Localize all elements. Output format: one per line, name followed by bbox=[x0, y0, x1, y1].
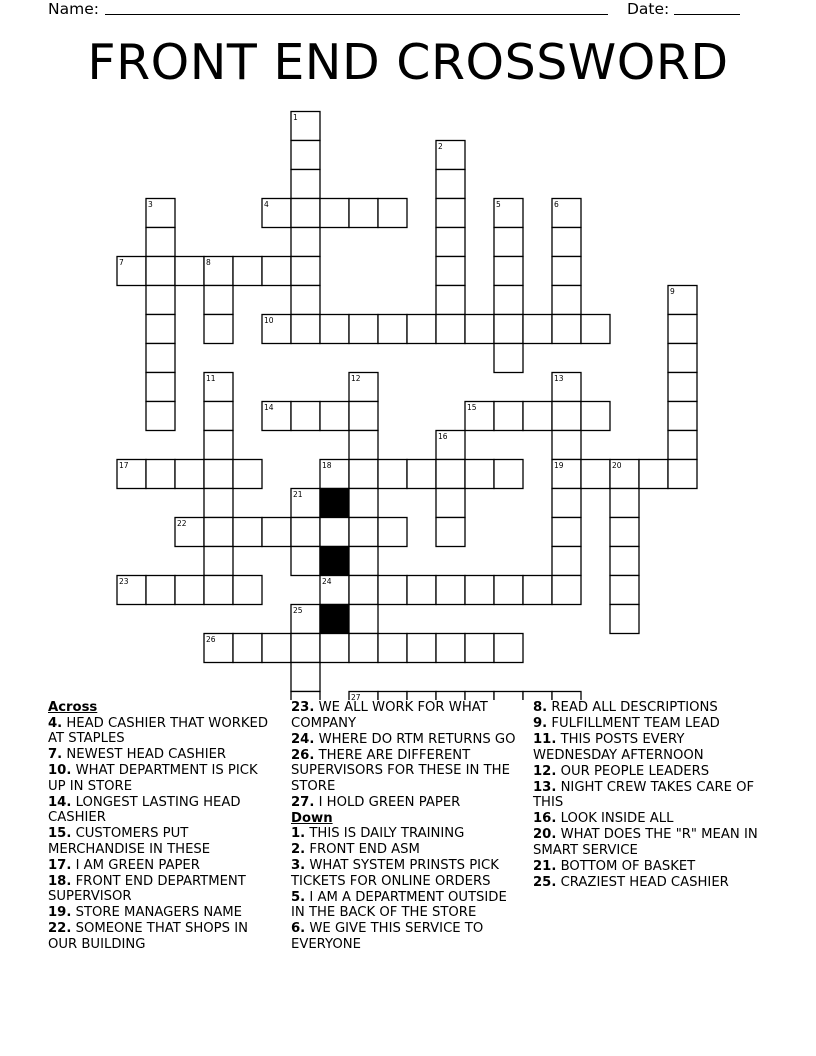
clue-item bbox=[533, 811, 763, 827]
date-label: Date: bbox=[627, 0, 670, 18]
clue-text: HEAD CASHIER THAT WORKED AT STAPLES bbox=[48, 715, 269, 747]
clue-item bbox=[48, 858, 276, 874]
clue-number-label: 22. bbox=[48, 921, 72, 937]
clue-number-label: 4. bbox=[48, 715, 63, 731]
black-square bbox=[320, 489, 349, 518]
grid-cell[interactable] bbox=[233, 576, 262, 605]
grid-cell[interactable] bbox=[204, 315, 233, 344]
clue-number: 23 bbox=[119, 577, 129, 586]
clue-text: LOOK INSIDE ALL bbox=[556, 811, 674, 827]
clue-number-label: 13. bbox=[533, 779, 557, 795]
grid-cell[interactable] bbox=[581, 402, 610, 431]
clue-number: 18 bbox=[322, 461, 332, 470]
grid-cell[interactable] bbox=[552, 286, 581, 315]
clue-number: 2 bbox=[438, 142, 443, 151]
clue-number: 20 bbox=[612, 461, 622, 470]
clue-text: NIGHT CREW TAKES CARE OF THIS bbox=[533, 779, 755, 811]
grid-cell[interactable] bbox=[610, 547, 639, 576]
clue-item bbox=[48, 716, 276, 747]
grid-cell[interactable] bbox=[436, 576, 465, 605]
grid-cell[interactable] bbox=[291, 170, 320, 199]
across-clue-list-continued bbox=[291, 700, 521, 810]
grid-cell[interactable] bbox=[262, 257, 291, 286]
grid-cell[interactable] bbox=[378, 692, 407, 701]
grid-cell[interactable] bbox=[494, 344, 523, 373]
grid-cell[interactable] bbox=[291, 692, 320, 701]
grid-cell[interactable] bbox=[494, 228, 523, 257]
clue-number-label: 14. bbox=[48, 794, 72, 810]
clue-number: 19 bbox=[554, 461, 564, 470]
clue-text: THIS IS DAILY TRAINING bbox=[305, 826, 465, 842]
grid-cell[interactable] bbox=[175, 576, 204, 605]
grid-cell[interactable] bbox=[436, 228, 465, 257]
grid-cell[interactable] bbox=[378, 460, 407, 489]
clue-text: WE GIVE THIS SERVICE TO EVERYONE bbox=[291, 921, 484, 953]
clue-number-label: 2. bbox=[291, 842, 306, 858]
grid-cell[interactable] bbox=[552, 431, 581, 460]
grid-cell[interactable] bbox=[668, 344, 697, 373]
grid-cell[interactable] bbox=[407, 576, 436, 605]
clue-item bbox=[291, 732, 521, 748]
clue-number-label: 16. bbox=[533, 811, 557, 827]
clue-item bbox=[291, 890, 521, 921]
grid-cell[interactable] bbox=[175, 257, 204, 286]
grid-cell[interactable] bbox=[407, 634, 436, 663]
grid-cell[interactable] bbox=[465, 634, 494, 663]
grid-cell[interactable] bbox=[146, 344, 175, 373]
clue-item bbox=[48, 826, 276, 857]
clue-number-label: 12. bbox=[533, 763, 557, 779]
clue-item bbox=[291, 826, 521, 842]
clue-number-label: 20. bbox=[533, 827, 557, 843]
clue-number: 13 bbox=[554, 374, 564, 383]
name-label: Name: bbox=[48, 0, 99, 18]
grid-cell[interactable] bbox=[291, 228, 320, 257]
grid-cell[interactable] bbox=[291, 315, 320, 344]
grid-cell[interactable] bbox=[523, 692, 552, 701]
clue-number-label: 15. bbox=[48, 826, 72, 842]
clue-number: 5 bbox=[496, 200, 501, 209]
clue-number-label: 18. bbox=[48, 873, 72, 889]
grid-cell[interactable] bbox=[581, 315, 610, 344]
grid-cell[interactable] bbox=[378, 199, 407, 228]
clue-item bbox=[533, 732, 763, 763]
clue-number-label: 17. bbox=[48, 857, 72, 873]
clue-number: 10 bbox=[264, 316, 274, 325]
clue-text: BOTTOM OF BASKET bbox=[556, 858, 696, 874]
grid-cell[interactable] bbox=[494, 634, 523, 663]
grid-cell[interactable] bbox=[494, 460, 523, 489]
grid-cell[interactable] bbox=[494, 257, 523, 286]
grid-cell[interactable] bbox=[552, 315, 581, 344]
grid-cell[interactable] bbox=[204, 402, 233, 431]
clue-number: 25 bbox=[293, 606, 303, 615]
clue-column-2 bbox=[291, 700, 521, 953]
grid-cell[interactable] bbox=[552, 547, 581, 576]
grid-cell[interactable] bbox=[204, 460, 233, 489]
grid-cell[interactable] bbox=[436, 199, 465, 228]
clue-text: LONGEST LASTING HEAD CASHIER bbox=[48, 794, 241, 826]
clue-number-label: 11. bbox=[533, 731, 557, 747]
clue-text: WHAT SYSTEM PRINSTS PICK TICKETS FOR ONLINE ORDERS bbox=[291, 858, 499, 889]
grid-cell[interactable] bbox=[204, 547, 233, 576]
grid-cell[interactable] bbox=[291, 518, 320, 547]
clue-number: 26 bbox=[206, 635, 216, 644]
clue-item bbox=[533, 859, 763, 875]
clue-number-label: 26. bbox=[291, 747, 315, 763]
grid-cell[interactable] bbox=[523, 315, 552, 344]
clue-number: 4 bbox=[264, 200, 269, 209]
clue-number-label: 10. bbox=[48, 763, 72, 779]
grid-cell[interactable] bbox=[407, 315, 436, 344]
clue-item bbox=[533, 875, 763, 891]
grid-cell[interactable] bbox=[233, 460, 262, 489]
clue-number: 3 bbox=[148, 200, 153, 209]
grid-cell[interactable] bbox=[320, 518, 349, 547]
grid-cell[interactable] bbox=[610, 518, 639, 547]
clue-number-label: 19. bbox=[48, 905, 72, 921]
grid-cell[interactable] bbox=[436, 634, 465, 663]
clue-number: 21 bbox=[293, 490, 303, 499]
grid-cell[interactable] bbox=[494, 576, 523, 605]
clue-text: FRONT END DEPARTMENT SUPERVISOR bbox=[48, 873, 246, 905]
grid-cell[interactable] bbox=[436, 170, 465, 199]
clue-text: NEWEST HEAD CASHIER bbox=[62, 747, 227, 763]
clue-text: READ ALL DESCRIPTIONS bbox=[547, 700, 718, 715]
grid-cell[interactable] bbox=[668, 431, 697, 460]
clue-text: WHAT DEPARTMENT IS PICK UP IN STORE bbox=[48, 763, 258, 794]
grid-cell[interactable] bbox=[233, 257, 262, 286]
down-clue-list bbox=[291, 826, 521, 952]
grid-cell[interactable] bbox=[552, 576, 581, 605]
grid-cell[interactable] bbox=[378, 315, 407, 344]
grid-cell[interactable] bbox=[639, 460, 668, 489]
clue-number-label: 27. bbox=[291, 794, 315, 810]
grid-cell[interactable] bbox=[407, 460, 436, 489]
clue-number-label: 23. bbox=[291, 700, 315, 715]
grid-cell[interactable] bbox=[291, 199, 320, 228]
clue-text: FULFILLMENT TEAM LEAD bbox=[547, 715, 720, 731]
black-square bbox=[320, 547, 349, 576]
clue-number-label: 5. bbox=[291, 889, 306, 905]
grid-cell[interactable] bbox=[291, 402, 320, 431]
clue-number: 24 bbox=[322, 577, 332, 586]
clue-text: THIS POSTS EVERY WEDNESDAY AFTERNOON bbox=[533, 731, 704, 763]
grid-cell[interactable] bbox=[436, 315, 465, 344]
across-heading: Across bbox=[48, 700, 98, 715]
grid-cell[interactable] bbox=[204, 576, 233, 605]
grid-cell[interactable] bbox=[523, 576, 552, 605]
clue-column-3 bbox=[533, 700, 763, 891]
grid-cell[interactable] bbox=[146, 576, 175, 605]
clue-text: WHERE DO RTM RETURNS GO bbox=[314, 731, 516, 747]
clue-text: OUR PEOPLE LEADERS bbox=[556, 763, 710, 779]
grid-cell[interactable] bbox=[262, 518, 291, 547]
grid-cell[interactable] bbox=[291, 663, 320, 692]
grid-cell[interactable] bbox=[175, 460, 204, 489]
grid-cell[interactable] bbox=[349, 199, 378, 228]
grid-cell[interactable] bbox=[349, 431, 378, 460]
grid-cell[interactable] bbox=[668, 402, 697, 431]
clue-text: I AM GREEN PAPER bbox=[71, 857, 200, 873]
grid-cell[interactable] bbox=[349, 518, 378, 547]
clue-number: 16 bbox=[438, 432, 448, 441]
grid-cell[interactable] bbox=[291, 141, 320, 170]
grid-cell[interactable] bbox=[465, 315, 494, 344]
grid-cell[interactable] bbox=[233, 634, 262, 663]
clue-number: 9 bbox=[670, 287, 675, 296]
grid-cell[interactable] bbox=[436, 460, 465, 489]
clue-number: 1 bbox=[293, 113, 298, 122]
grid-cell[interactable] bbox=[378, 576, 407, 605]
clue-text: CUSTOMERS PUT MERCHANDISE IN THESE bbox=[48, 826, 211, 857]
grid-cell[interactable] bbox=[407, 692, 436, 701]
grid-cell[interactable] bbox=[291, 634, 320, 663]
grid-cell[interactable] bbox=[552, 692, 581, 701]
grid-cell[interactable] bbox=[204, 431, 233, 460]
grid-cell[interactable] bbox=[349, 315, 378, 344]
grid-cell[interactable] bbox=[523, 402, 552, 431]
grid-cell[interactable] bbox=[204, 286, 233, 315]
grid-cell[interactable] bbox=[262, 634, 291, 663]
grid-cell[interactable] bbox=[291, 257, 320, 286]
grid-cell[interactable] bbox=[668, 373, 697, 402]
clue-number-label: 7. bbox=[48, 747, 63, 763]
grid-cell[interactable] bbox=[552, 402, 581, 431]
page-title: FRONT END CROSSWORD bbox=[87, 34, 729, 91]
grid-cell[interactable] bbox=[349, 605, 378, 634]
clue-item bbox=[291, 921, 521, 952]
grid-cell[interactable] bbox=[378, 518, 407, 547]
clue-number: 8 bbox=[206, 258, 211, 267]
clue-text: WHAT DOES THE "R" MEAN IN SMART SERVICE bbox=[533, 827, 758, 858]
clue-item bbox=[291, 748, 521, 795]
grid-cell[interactable] bbox=[436, 257, 465, 286]
clue-number-label: 3. bbox=[291, 858, 306, 874]
clue-item bbox=[48, 905, 276, 921]
grid-cell[interactable] bbox=[291, 286, 320, 315]
grid-cell[interactable] bbox=[610, 489, 639, 518]
clue-number: 14 bbox=[264, 403, 274, 412]
grid-cell[interactable] bbox=[465, 692, 494, 701]
clue-item bbox=[291, 842, 521, 858]
grid-cell[interactable] bbox=[204, 489, 233, 518]
clue-item bbox=[48, 874, 276, 905]
grid-cell[interactable] bbox=[146, 373, 175, 402]
grid-cell[interactable] bbox=[436, 692, 465, 701]
clue-number-label: 9. bbox=[533, 715, 548, 731]
clue-number: 27 bbox=[351, 693, 361, 700]
grid-cell[interactable] bbox=[146, 286, 175, 315]
grid-cell[interactable] bbox=[552, 228, 581, 257]
clue-number: 15 bbox=[467, 403, 477, 412]
grid-cell[interactable] bbox=[581, 460, 610, 489]
grid-cell[interactable] bbox=[146, 460, 175, 489]
black-square bbox=[320, 605, 349, 634]
clue-number-label: 6. bbox=[291, 921, 306, 937]
grid-cell[interactable] bbox=[146, 315, 175, 344]
grid-cell[interactable] bbox=[436, 489, 465, 518]
grid-cell[interactable] bbox=[146, 402, 175, 431]
clue-number-label: 24. bbox=[291, 731, 315, 747]
clue-item bbox=[48, 795, 276, 826]
clue-item bbox=[291, 795, 521, 811]
clue-item bbox=[48, 763, 276, 794]
clue-item bbox=[48, 921, 276, 952]
grid-cell[interactable] bbox=[320, 402, 349, 431]
grid-cell[interactable] bbox=[552, 257, 581, 286]
grid-cell[interactable] bbox=[320, 199, 349, 228]
grid-cell[interactable] bbox=[349, 634, 378, 663]
clue-number-label: 8. bbox=[533, 700, 548, 715]
grid-cell[interactable] bbox=[465, 460, 494, 489]
clue-number: 22 bbox=[177, 519, 187, 528]
clue-text: THERE ARE DIFFERENT SUPERVISORS FOR THESE IN THE STORE bbox=[291, 747, 510, 794]
clue-item bbox=[533, 716, 763, 732]
clue-item bbox=[533, 780, 763, 811]
grid-cell[interactable] bbox=[349, 489, 378, 518]
down-clue-list-continued bbox=[533, 700, 763, 890]
clue-number-label: 1. bbox=[291, 826, 306, 842]
grid-cell[interactable] bbox=[349, 547, 378, 576]
grid-cell[interactable] bbox=[465, 576, 494, 605]
grid-cell[interactable] bbox=[610, 576, 639, 605]
down-heading: Down bbox=[291, 810, 333, 826]
across-clue-list bbox=[48, 716, 276, 953]
grid-cell[interactable] bbox=[494, 286, 523, 315]
grid-cell[interactable] bbox=[668, 460, 697, 489]
clue-text: WE ALL WORK FOR WHAT COMPANY bbox=[291, 700, 488, 731]
clue-number: 11 bbox=[206, 374, 216, 383]
grid-cell[interactable] bbox=[494, 692, 523, 701]
grid-cell[interactable] bbox=[320, 634, 349, 663]
grid-cell[interactable] bbox=[146, 228, 175, 257]
grid-cell[interactable] bbox=[378, 634, 407, 663]
clue-item bbox=[533, 700, 763, 716]
clue-text: SOMEONE THAT SHOPS IN OUR BUILDING bbox=[48, 921, 248, 953]
clue-number: 6 bbox=[554, 200, 559, 209]
grid-cell[interactable] bbox=[610, 605, 639, 634]
clue-item bbox=[533, 764, 763, 780]
clue-text: FRONT END ASM bbox=[305, 842, 420, 858]
clue-item bbox=[48, 747, 276, 763]
clue-text: I HOLD GREEN PAPER bbox=[314, 794, 461, 810]
grid-cell[interactable] bbox=[668, 315, 697, 344]
grid-cell[interactable] bbox=[349, 576, 378, 605]
grid-cell[interactable] bbox=[233, 518, 262, 547]
clue-number: 7 bbox=[119, 258, 124, 267]
clue-number: 12 bbox=[351, 374, 361, 383]
grid-cell[interactable] bbox=[436, 518, 465, 547]
grid-cell[interactable] bbox=[349, 460, 378, 489]
clue-text: I AM A DEPARTMENT OUTSIDE IN THE BACK OF THE STORE bbox=[291, 889, 507, 921]
grid-cell[interactable] bbox=[146, 257, 175, 286]
grid-cell[interactable] bbox=[494, 315, 523, 344]
grid-cell[interactable] bbox=[204, 518, 233, 547]
clue-item bbox=[291, 858, 521, 889]
clue-number-label: 25. bbox=[533, 874, 557, 890]
clue-item bbox=[533, 827, 763, 858]
clue-item bbox=[291, 700, 521, 731]
clue-column-1 bbox=[48, 700, 276, 953]
clue-text: CRAZIEST HEAD CASHIER bbox=[556, 874, 729, 890]
clue-number-label: 21. bbox=[533, 858, 557, 874]
clue-text: STORE MANAGERS NAME bbox=[71, 905, 242, 921]
grid-cell[interactable] bbox=[552, 518, 581, 547]
grid-cell[interactable] bbox=[320, 315, 349, 344]
grid-cell[interactable] bbox=[494, 402, 523, 431]
clue-number: 17 bbox=[119, 461, 129, 470]
grid-cell[interactable] bbox=[349, 402, 378, 431]
grid-cell[interactable] bbox=[552, 489, 581, 518]
grid-cell[interactable] bbox=[291, 547, 320, 576]
grid-cell[interactable] bbox=[436, 286, 465, 315]
